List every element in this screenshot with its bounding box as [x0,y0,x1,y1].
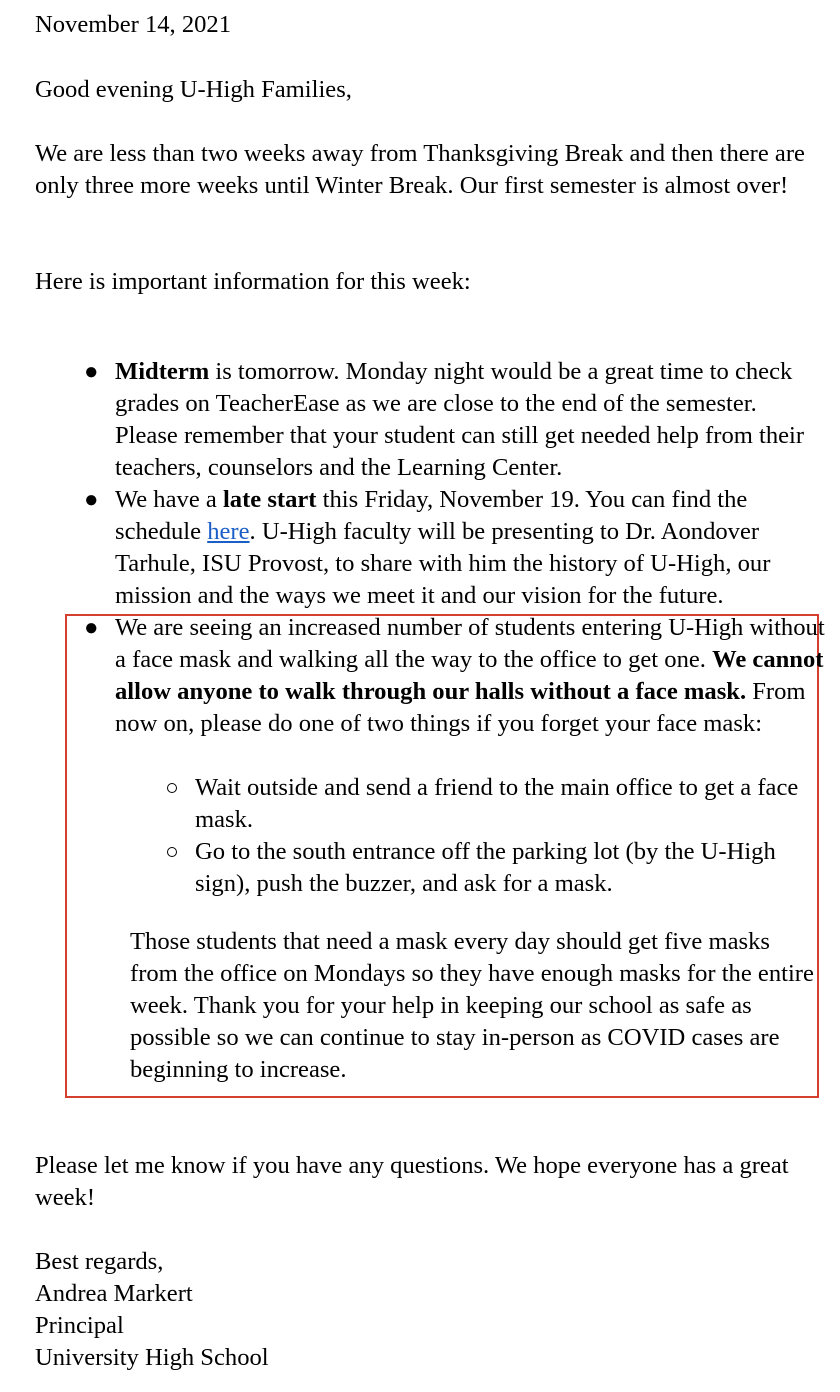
item-text: From now on, please do one of two things if you forget your face mask: [115,678,806,737]
item-text: this Friday, November 19. You can find the schedule [115,486,748,545]
mask-rule-bold: We cannot allow anyone to walk through our halls without a face mask. [115,646,824,705]
signature-name: Andrea Markert [35,1280,193,1307]
item-text: is tomorrow. Monday night would be a great time to check grades on TeacherEase as we are close to the end of the semester. Please remember that your student can still get needed help from their teachers, counselors and the Learning Center. [115,358,805,481]
list-item [84,612,825,740]
signature-school: University High School [35,1344,269,1371]
mask-note: Those students that need a mask every day should get five masks from the office on Mondays so they have enough masks for the entire week. Thank you for your help in keeping our school as safe as possible so we can continue to stay in-person as COVID cases are beginning to increase. [130,928,814,1083]
lead-in: Here is important information for this week: [35,268,471,295]
bullet-icon: ● [84,487,99,513]
greeting: Good evening U-High Families, [35,76,352,103]
item-text: We have a [115,486,223,513]
list-item [84,484,820,612]
late-start-bold: late start [222,486,317,513]
circle-bullet-icon [167,847,177,857]
signature-title: Principal [35,1312,124,1339]
bullet-icon: ● [84,359,99,385]
date: November 14, 2021 [35,11,232,38]
item-text: Go to the south entrance off the parking lot (by the U-High sign), push the buzzer, and ask for a mask. [195,838,776,897]
item-text: Wait outside and send a friend to the main office to get a face mask. [195,774,799,833]
schedule-link[interactable]: here [207,518,250,545]
item-text: We are seeing an increased number of students entering U-High without a face mask and walking all the way to the office to get one. [115,614,825,673]
item-text: . U-High faculty will be presenting to Dr. Aondover Tarhule, ISU Provost, to share with him the history of U-High, our mission and the ways we meet it and our vision for the future. [115,518,771,609]
sub-list-item [195,836,820,900]
midterm-bold: Midterm [115,358,210,385]
sub-list-item [195,772,820,836]
intro-paragraph: We are less than two weeks away from Thanksgiving Break and then there are only three more weeks until Winter Break. Our first semester is almost over! [35,140,805,199]
closing-paragraph: Please let me know if you have any questions. We hope everyone has a great week! [35,1152,789,1211]
list-item [84,356,820,484]
circle-bullet-icon [167,783,177,793]
bullet-icon: ● [84,615,99,641]
signoff: Best regards, [35,1248,164,1275]
